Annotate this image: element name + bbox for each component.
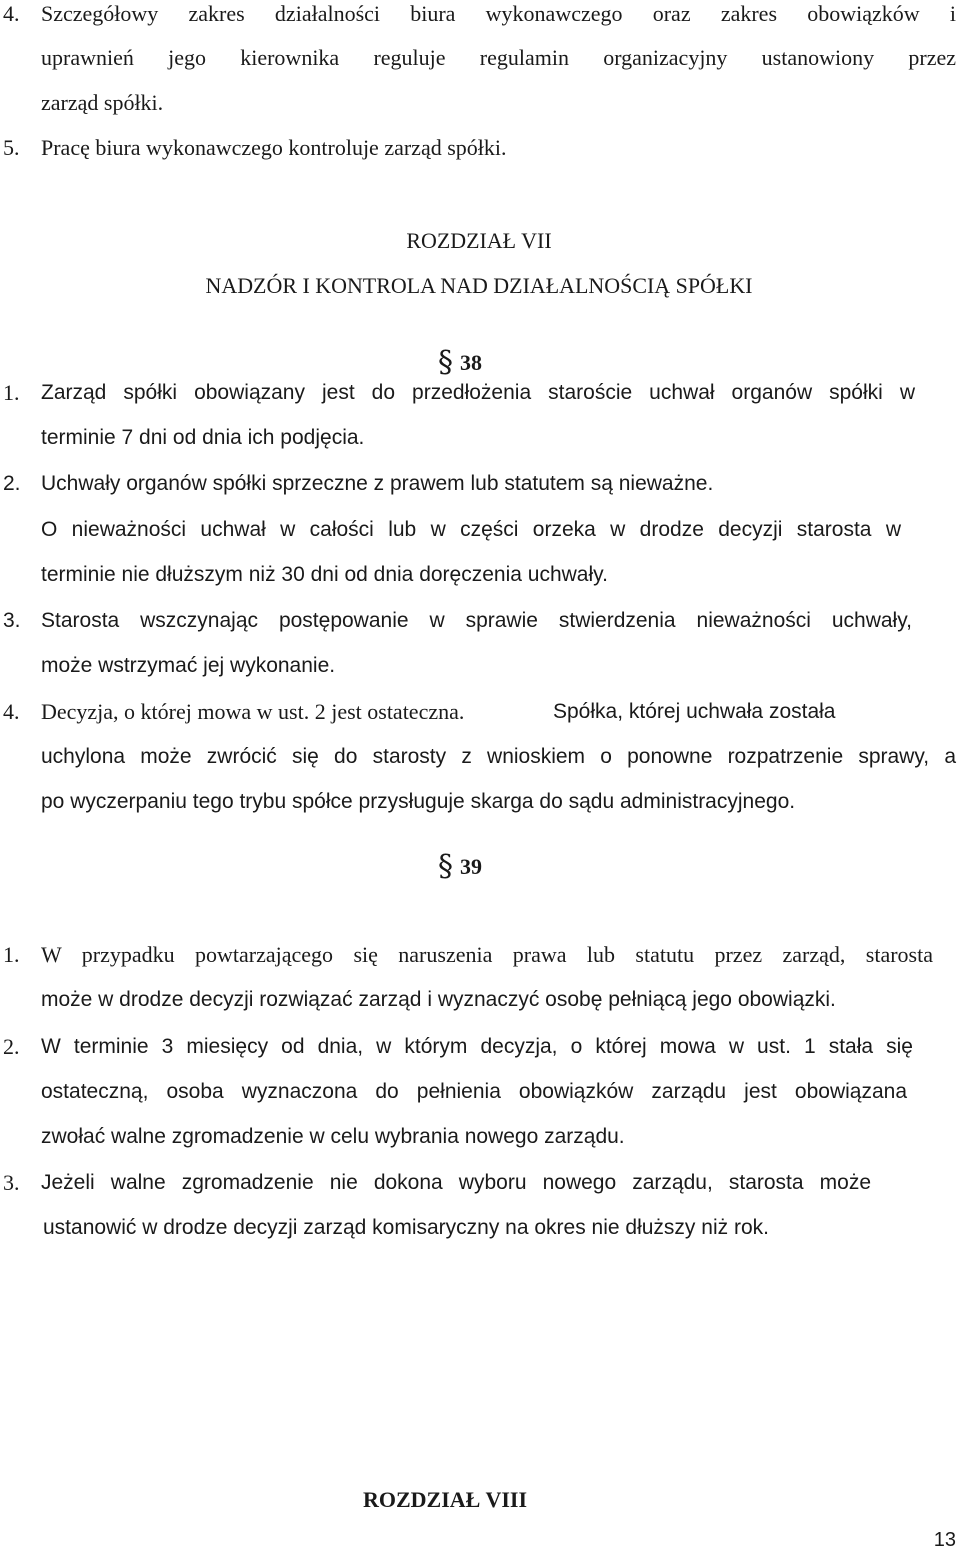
text-line: Zarząd spółki obowiązany jest do przedłożenia staroście uchwał organów spółki w <box>41 381 915 404</box>
text-line: Uchwały organów spółki sprzeczne z prawem lub statutem są nieważne. <box>41 472 714 495</box>
item-number: 3. <box>3 1170 20 1195</box>
text-line: może w drodze decyzji rozwiązać zarząd i wyznaczyć osobę pełniącą jego obowiązki. <box>41 988 836 1011</box>
section-icon: § <box>438 849 453 884</box>
item-number: 4. <box>3 1 20 26</box>
text-line: może wstrzymać jej wykonanie. <box>41 654 336 677</box>
text-line: Szczegółowy zakres działalności biura wykonawczego oraz zakres obowiązków i <box>41 1 956 26</box>
text-line: uchylona może zwrócić się do starosty z wnioskiem o ponowne rozpatrzenie sprawy, a <box>41 745 956 768</box>
text-line: Starosta wszczynając postępowanie w sprawie stwierdzenia nieważności uchwały, <box>41 609 912 632</box>
text-line: Pracę biura wykonawczego kontroluje zarząd spółki. <box>41 135 507 160</box>
item-number: 4. <box>3 699 20 724</box>
text-line: ostateczną, osoba wyznaczona do pełnienia obowiązków zarządu jest obowiązana <box>41 1080 907 1103</box>
text-line: zarząd spółki. <box>41 90 164 115</box>
text-line: W przypadku powtarzającego się naruszenia prawa lub statutu przez zarząd, starosta <box>41 942 933 967</box>
item-number: 1. <box>3 942 20 967</box>
text-line: W terminie 3 miesięcy od dnia, w którym decyzja, o której mowa w ust. 1 stała się <box>41 1035 913 1058</box>
section-icon: § <box>438 345 453 380</box>
item-number: 1. <box>3 380 20 405</box>
text-line: terminie 7 dni od dnia ich podjęcia. <box>41 426 365 449</box>
section-number: 39 <box>460 854 482 879</box>
item-number: 2. <box>3 1034 20 1059</box>
text-line: Jeżeli walne zgromadzenie nie dokona wyboru nowego zarządu, starosta może <box>41 1171 871 1194</box>
item-number: 5. <box>3 135 20 160</box>
text-line: po wyczerpaniu tego trybu spółce przysługuje skarga do sądu administracyjnego. <box>41 790 796 813</box>
text-line: uprawnień jego kierownika reguluje regulamin organizacyjny ustanowiony przez <box>41 45 956 70</box>
text-line: terminie nie dłuższym niż 30 dni od dnia doręczenia uchwały. <box>41 563 608 586</box>
page-number: 13 <box>933 1529 956 1551</box>
text-line: Spółka, której uchwała została <box>553 700 836 723</box>
chapter-title: ROZDZIAŁ VII <box>406 228 552 253</box>
chapter-title: ROZDZIAŁ VIII <box>363 1487 528 1512</box>
item-number: 2. <box>3 472 21 495</box>
text-line: ustanowić w drodze decyzji zarząd komisaryczny na okres nie dłuższy niż rok. <box>43 1216 769 1239</box>
chapter-subtitle: NADZÓR I KONTROLA NAD DZIAŁALNOŚCIĄ SPÓŁKI <box>205 273 753 298</box>
text-line: O nieważności uchwał w całości lub w części orzeka w drodze decyzji starosta w <box>41 518 901 541</box>
section-number: 38 <box>460 350 482 375</box>
item-number: 3. <box>3 609 21 632</box>
text-line: zwołać walne zgromadzenie w celu wybrania nowego zarządu. <box>41 1125 625 1148</box>
text-line: Decyzja, o której mowa w ust. 2 jest ostateczna. <box>41 699 465 724</box>
